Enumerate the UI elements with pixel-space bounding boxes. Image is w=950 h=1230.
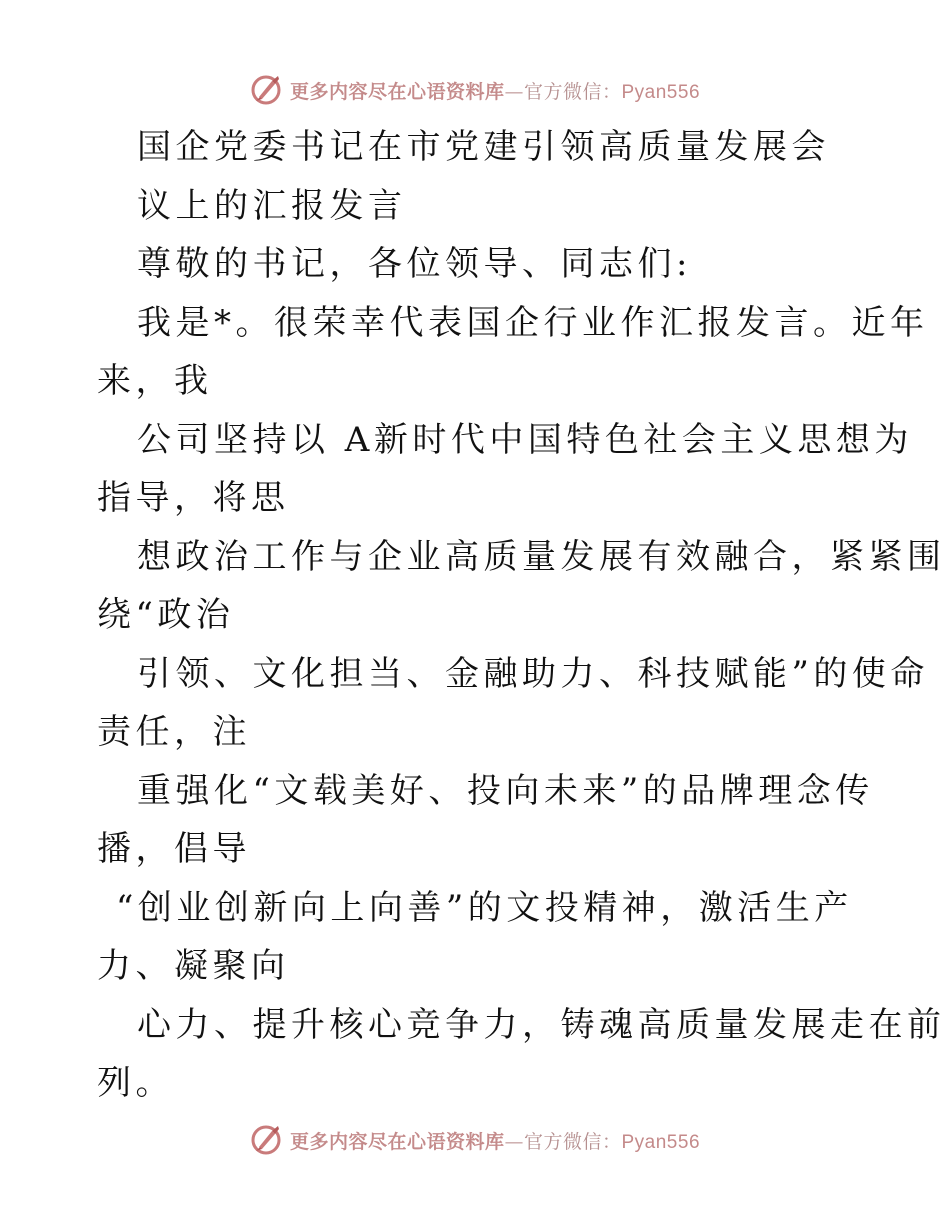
paragraph-line: 来，我 [97,361,213,401]
paragraph-line: 力、凝聚向 [97,946,290,986]
paragraph-line: 公司坚持以 A新时代中国特色社会主义思想为 [137,419,913,460]
paragraph-line: 指导，将思 [97,478,290,518]
paragraph-line: 心力、提升核心竞争力，铸魂高质量发展走在前 [137,1004,946,1045]
document-title-line-1: 国企党委书记在市党建引领高质量发展会 [137,127,830,167]
paragraph-line: 引领、文化担当、金融助力、科技赋能”的使命 [137,653,929,694]
watermark-text [290,1127,700,1154]
watermark-separator: — [504,80,524,103]
watermark-wechat-id: Pyan556 [621,81,701,103]
paragraph-line: 绕“政治 [97,595,235,635]
paragraph-line: 责任，注 [97,712,251,752]
watermark-separator: — [504,1130,524,1153]
watermark-text [290,77,700,104]
paragraph-line: 我是*。很荣幸代表国企行业作汇报发言。近年 [137,302,929,343]
paragraph-line: 重强化“文载美好、投向未来”的品牌理念传 [137,770,874,811]
paragraph-line: 播，倡导 [97,829,251,869]
watermark-main-text: 更多内容尽在心语资料库 [289,1130,505,1153]
watermark-wechat-label: 官方微信： [523,80,622,103]
salutation-line: 尊敬的书记，各位领导、同志们: [137,244,692,284]
watermark-wechat-label: 官方微信： [523,1130,622,1153]
quill-logo-icon [250,73,284,107]
quill-logo-icon [250,1123,284,1157]
watermark-wechat-id: Pyan556 [621,1131,701,1153]
paragraph-line: 列。 [97,1063,174,1103]
watermark-footer [0,1120,950,1160]
document-title-line-2: 议上的汇报发言 [137,185,407,226]
watermark-main-text: 更多内容尽在心语资料库 [289,80,505,103]
paragraph-line: “创业创新向上向善”的文投精神，激活生产 [116,887,853,928]
paragraph-line: 想政治工作与企业高质量发展有效融合，紧紧围 [137,536,946,577]
watermark-header [0,70,950,110]
document-body [0,118,950,1113]
